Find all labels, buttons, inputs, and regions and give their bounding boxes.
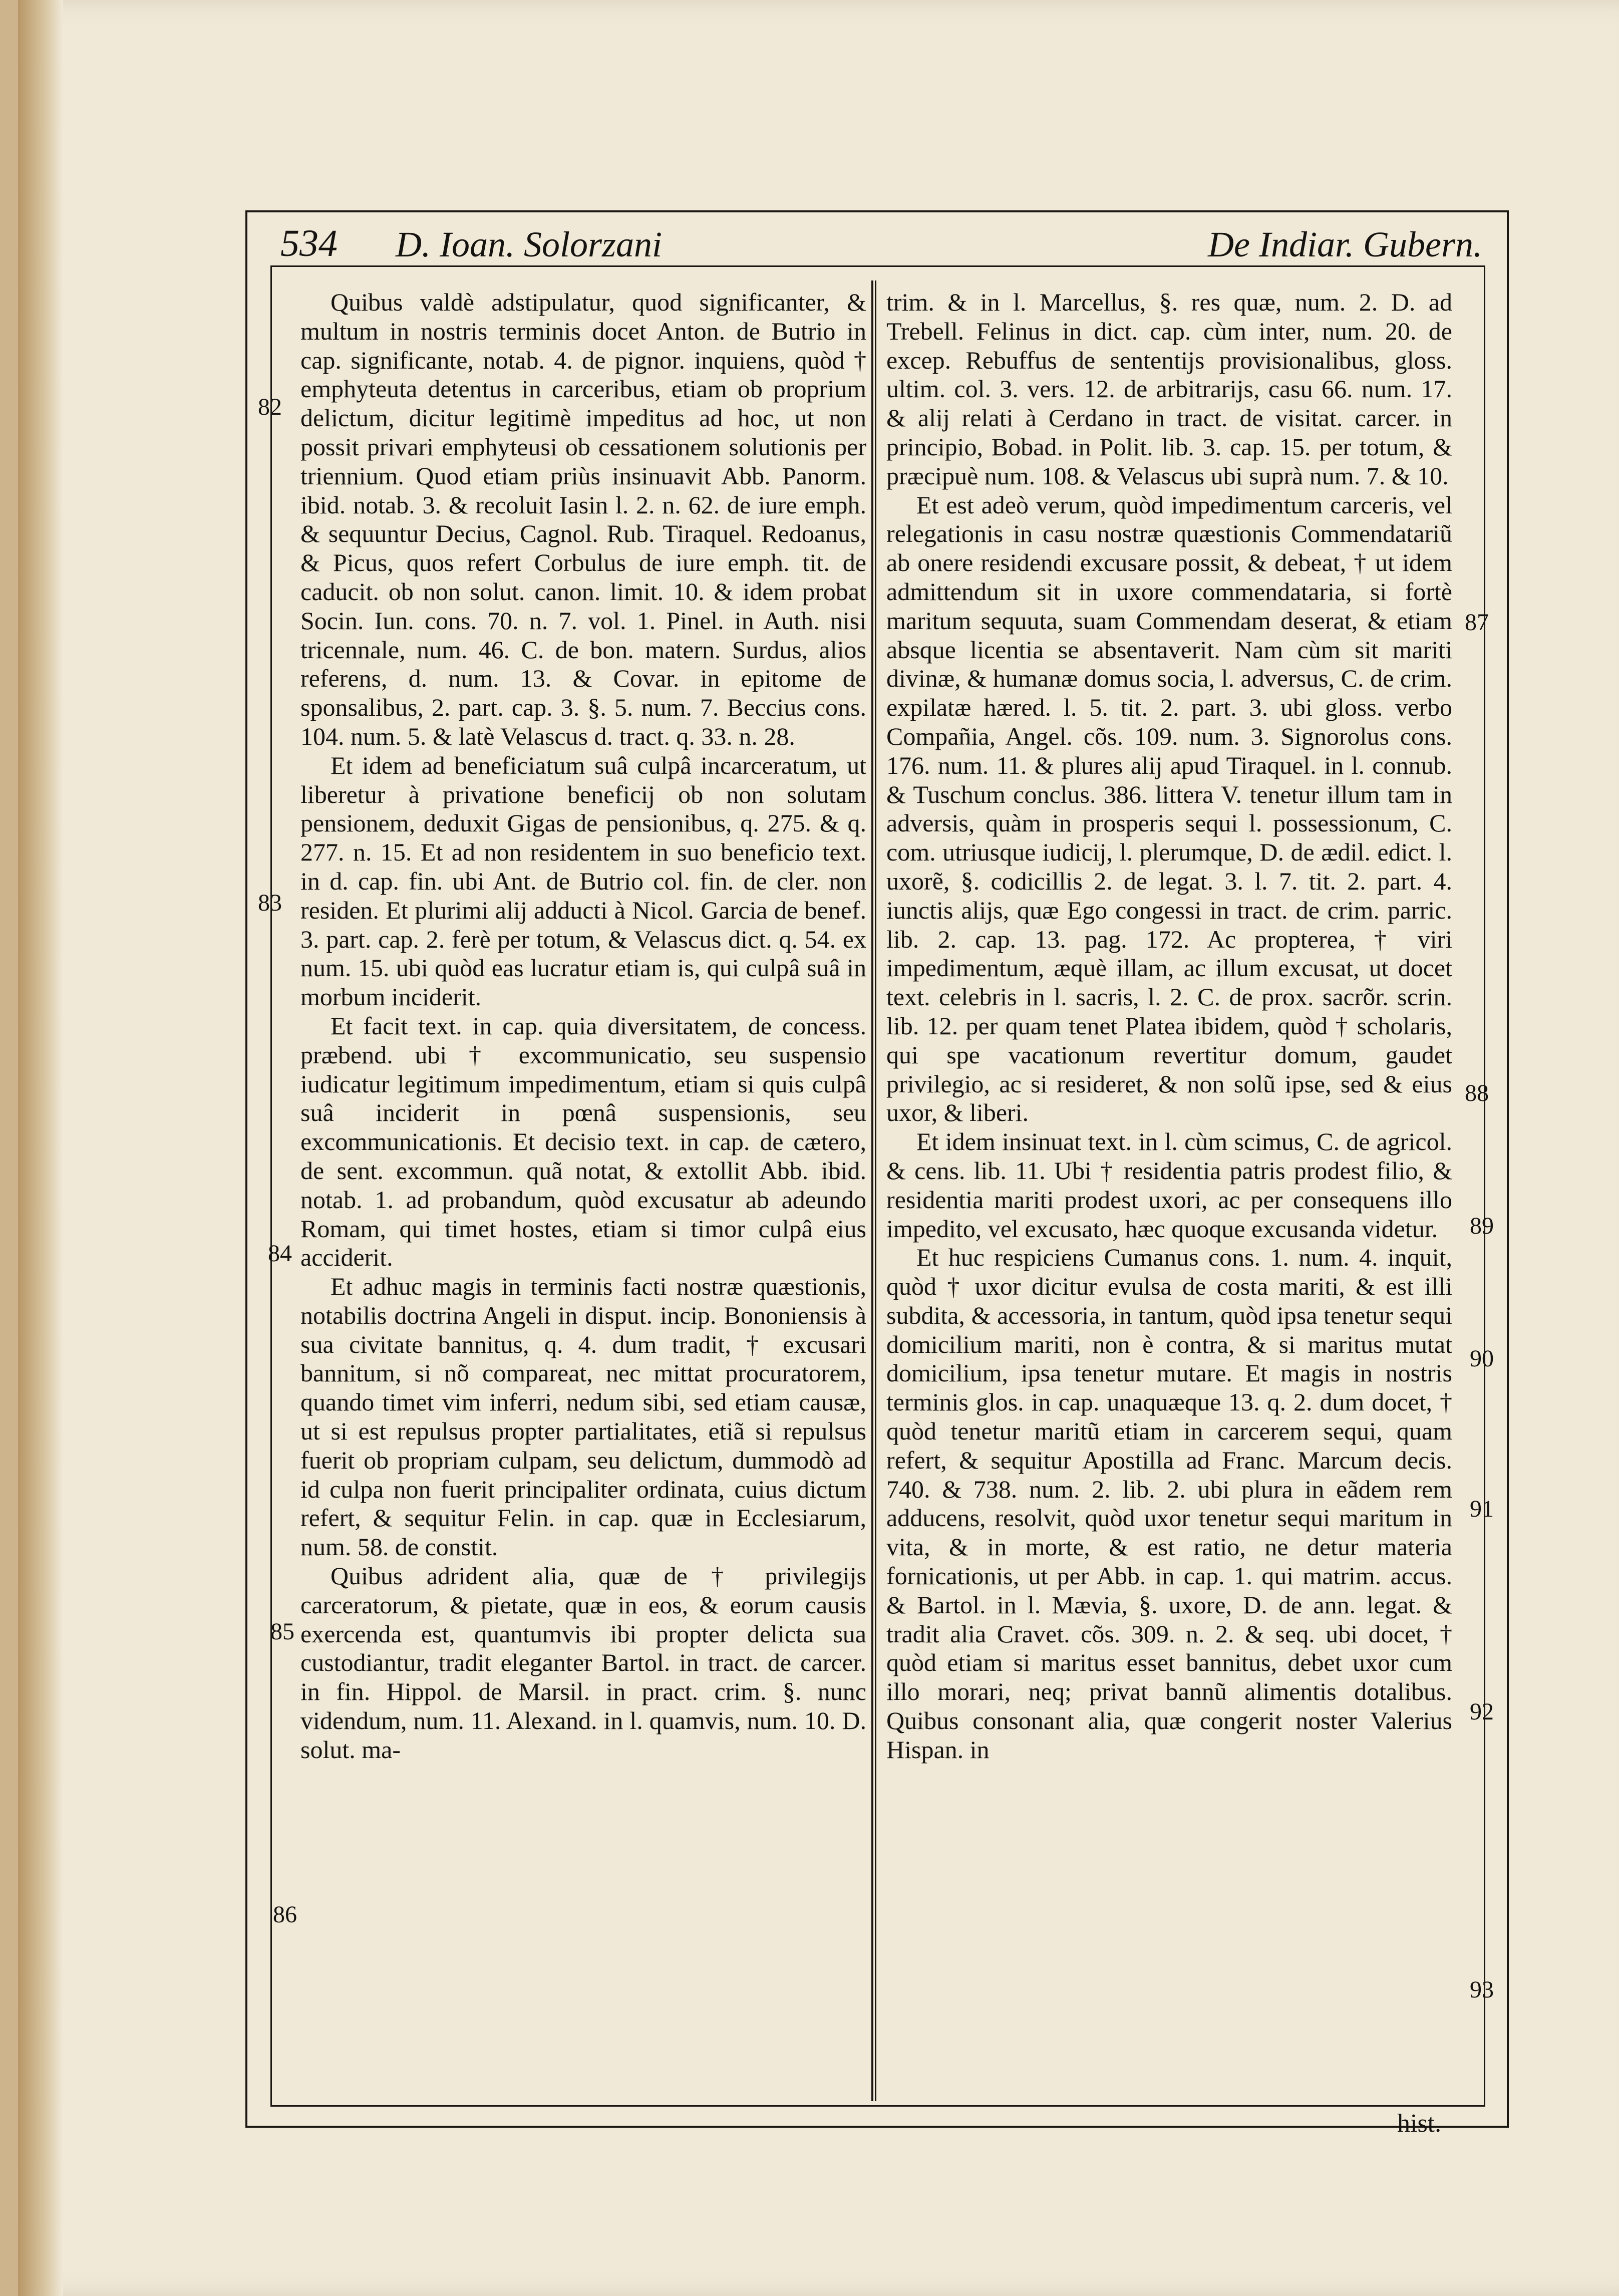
left-column [300, 288, 866, 2101]
page-gutter [18, 0, 63, 2296]
paragraph: Et adhuc magis in terminis facti nostræ quæstionis, notabilis doctrina Angeli in disput. incip. Bononiensis à sua civitate bannitus, q. 4. dum tradit, † excusari bannitum, si nõ compareat, nec mittat procuratorem, quando timet vim inferri, nedum sibi, sed etiam causæ, ut si est repulsus propter partialitates, etiã si repulsus fuerit ob propriam culpam, seu delictum, dummodò ad id culpa non fuerit principaliter ordinata, cuius dictum refert, & sequitur Felin. in cap. quæ in Ecclesiarum, num. 58. de constit. [300, 1272, 866, 1561]
margin-number: 85 [270, 1618, 294, 1645]
margin-number: 93 [1470, 1976, 1494, 2003]
margin-number: 88 [1465, 1080, 1489, 1106]
margin-number: 91 [1470, 1496, 1494, 1522]
paragraph: Et idem insinuat text. in l. cùm scimus, C. de agricol. & cens. lib. 11. Ubi † residentia patris prodest filio, & residentia mariti prodest uxori, ac per consequens illo impedito, vel excusato, hæc quoque excusanda videtur. [886, 1127, 1452, 1243]
margin-number: 83 [258, 890, 282, 916]
right-column [886, 288, 1452, 2101]
column-divider [871, 280, 876, 2101]
margin-number: 84 [268, 1240, 292, 1267]
margin-number: 89 [1470, 1213, 1494, 1239]
paragraph: Et idem ad beneficiatum suâ culpâ incarceratum, ut liberetur à privatione beneficij ob non solutam pensionem, deduxit Gigas de pensionibus, q. 275. & q. 277. n. 15. Et ad non residentem in suo beneficio text. in d. cap. fin. ubi Ant. de Butrio col. fin. de cler. non residen. Et plurimi alij adducti à Nicol. Garcia de benef. 3. part. cap. 2. ferè per totum, & Velascus dict. q. 54. ex num. 15. ubi quòd eas lucratur etiam is, qui culpâ suâ in morbum inciderit. [300, 751, 866, 1011]
page-number: 534 [280, 222, 338, 264]
paragraph: Et facit text. in cap. quia diversitatem, de concess. præbend. ubi † excommunicatio, seu suspensio iudicatur legitimum impedimentum, etiam si quis culpâ suâ inciderit in pœnâ suspensionis, seu excommunicationis. Et decisio text. in cap. de cætero, de sent. excommun. quã notat, & extollit Abb. ibid. notab. 1. ad probandum, quòd excusatur ab adeundo Romam, qui timet hostes, etiam si timor culpâ eius acciderit. [300, 1011, 866, 1272]
running-title-work: De Indiar. Gubern. [1208, 224, 1482, 264]
catchword: hist. [1397, 2109, 1442, 2138]
paragraph: Et est adeò verum, quòd impedimentum carceris, vel relegationis in casu nostræ quæstionis Commendatariũ ab onere residendi excusare possit, & debeat, † ut idem admittendum sit in uxore commendataria, si fortè maritum sequuta, suam Commendam deserat, & etiam absque licentia se absentaverit. Nam cùm sit mariti divinæ, & humanæ domus socia, l. adversus, C. de crim. expilatæ hæred. l. 5. tit. 2. part. 3. ubi gloss. verbo Compañia, Angel. cõs. 109. num. 3. Signorolus cons. 176. num. 11. & plures alij apud Tiraquel. in l. connub. & Tuschum conclus. 386. littera V. tenetur illum tam in adversis, quàm in prosperis sequi l. possessionum, C. com. utriusque iudicij, l. plerumque, D. de ædil. edict. l. uxorẽ, §. codicillis 2. de legat. 3. l. 7. tit. 2. part. 4. iunctis alijs, quæ Ego congessi in tract. de crim. parric. lib. 2. cap. 13. pag. 172. Ac propterea, † viri impedimentum, æquè illam, ac illum excusat, ut docet text. celebris in l. sacris, l. 2. C. de prox. sacrõr. scrin. lib. 12. per quam tenet Platea ibidem, quòd † scholaris, qui spe vacationum revertitur domum, gaudet privilegio, ac si resideret, & non solũ ipse, sed & eius uxor, & liberi. [886, 490, 1452, 1127]
paragraph: Et huc respiciens Cumanus cons. 1. num. 4. inquit, quòd † uxor dicitur evulsa de costa mariti, & est illi subdita, & accessoria, in tantum, quòd ipsa tenetur sequi domicilium mariti, non è contra, & si maritus mutat domicilium, ipsa tenetur mutare. Et magis in nostris terminis glos. in cap. unaquæque 13. q. 2. dum docet, † quòd tenetur maritũ etiam in carcerem sequi, quam refert, & sequitur Apostilla ad Franc. Marcum decis. 740. & 738. num. 2. lib. 2. ubi plura in eãdem rem adducens, resolvit, quòd uxor tenetur sequi maritum in vita, & in morte, & est ratio, ne detur materia fornicationis, ut per Abb. in cap. 1. qui matrim. accus. & Bartol. in l. Mævia, §. uxore, D. de ann. legat. & tradit alia Cravet. cõs. 309. n. 2. & seq. ubi docet, † quòd etiam si maritus esset bannitus, debet uxor cum illo morari, neq; privat bannũ alimentis dotalibus. Quibus consonant alia, quæ congerit noster Valerius Hispan. in [886, 1243, 1452, 1764]
paragraph: trim. & in l. Marcellus, §. res quæ, num. 2. D. ad Trebell. Felinus in dict. cap. cùm inter, num. 20. de excep. Rebuffus de sententijs provisionalibus, gloss. ultim. col. 3. vers. 12. de arbitrarijs, casu 66. num. 17. & alij relati à Cerdano in tract. de visitat. carcer. in principio, Bobad. in Polit. lib. 3. cap. 15. per totum, & præcipuè num. 108. & Velascus ubi suprà num. 7. & 10. [886, 288, 1452, 490]
paragraph: Quibus adrident alia, quæ de † privilegijs carceratorum, & pietate, quæ in eos, & eorum causis exercenda est, quantumvis ibi propter delicta sua custodiantur, tradit eleganter Bartol. in tract. de carcer. in fin. Hippol. de Marsil. in pract. crim. §. nunc videndum, num. 11. Alexand. in l. quamvis, num. 10. D. solut. ma- [300, 1562, 866, 1764]
margin-number: 92 [1470, 1698, 1494, 1725]
margin-number: 90 [1470, 1345, 1494, 1372]
running-header [280, 220, 1482, 265]
paragraph: Quibus valdè adstipulatur, quod significanter, & multum in nostris terminis docet Anton. de Butrio in cap. significante, notab. 4. de pignor. inquiens, quòd † emphyteuta detentus in carceribus, etiam ob proprium delictum, dicitur legitimè impeditus ad hoc, ut non possit privari emphyteusi ob cessationem solutionis per triennium. Quod etiam priùs insinuavit Abb. Panorm. ibid. notab. 3. & recoluit Iasin l. 2. n. 62. de iure emph. & sequuntur Decius, Cagnol. Rub. Tiraquel. Redoanus, & Picus, quos refert Corbulus de iure emph. tit. de caducit. ob non solut. canon. limit. 10. & idem probat Socin. Iun. cons. 70. n. 7. vol. 1. Pinel. in Auth. nisi tricennale, num. 46. C. de bon. matern. Surdus, alios referens, d. num. 13. & Covar. in epitome de sponsalibus, 2. part. cap. 3. §. 5. num. 7. Beccius cons. 104. num. 5. & latè Velascus d. tract. q. 33. n. 28. [300, 288, 866, 750]
margin-number: 87 [1465, 609, 1489, 636]
running-title-author: D. Ioan. Solorzani [396, 224, 663, 264]
margin-number: 82 [258, 394, 282, 420]
margin-number: 86 [273, 1901, 297, 1928]
